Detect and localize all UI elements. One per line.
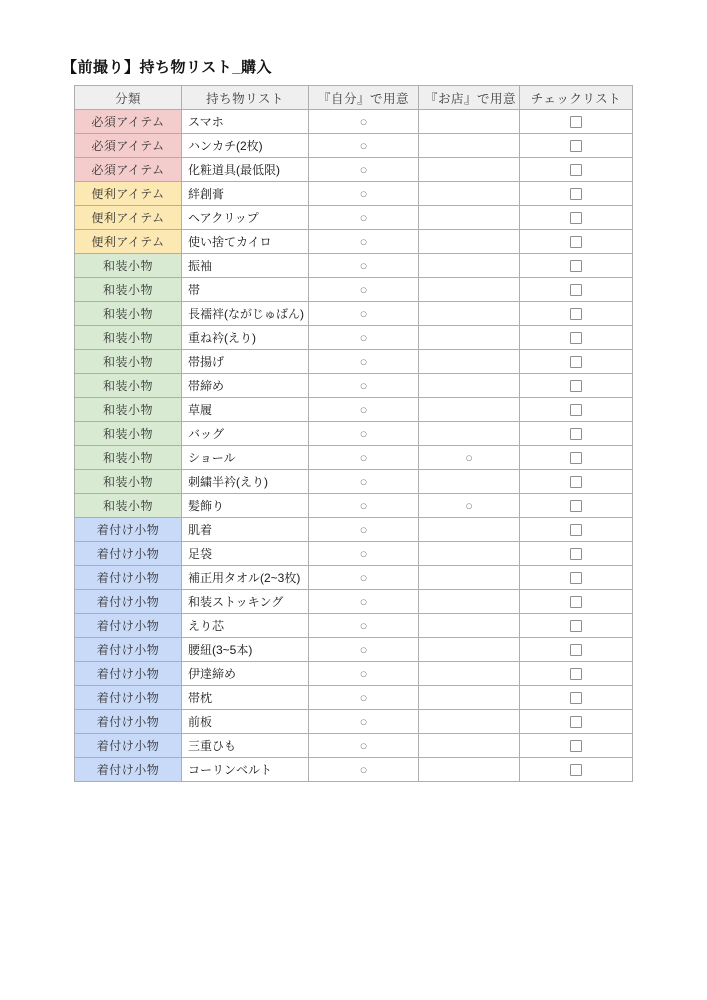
checklist-cell	[520, 638, 633, 662]
header-category: 分類	[75, 86, 182, 110]
table-row	[75, 686, 633, 710]
item-cell: ヘアクリップ	[182, 206, 309, 230]
prepare-shop-mark	[419, 566, 520, 590]
checkbox[interactable]	[570, 188, 582, 200]
checkbox[interactable]	[570, 548, 582, 560]
item-cell: 足袋	[182, 542, 309, 566]
category-cell: 便利アイテム	[75, 230, 182, 254]
prepare-shop-mark: ○	[419, 446, 520, 470]
category-cell: 着付け小物	[75, 758, 182, 782]
category-cell: 和装小物	[75, 374, 182, 398]
category-cell: 和装小物	[75, 302, 182, 326]
checklist-cell	[520, 518, 633, 542]
item-cell: 化粧道具(最低限)	[182, 158, 309, 182]
prepare-shop-mark	[419, 398, 520, 422]
checklist-cell	[520, 158, 633, 182]
table-row	[75, 326, 633, 350]
prepare-self-mark: ○	[309, 422, 419, 446]
item-cell: 帯締め	[182, 374, 309, 398]
prepare-self-mark: ○	[309, 182, 419, 206]
checklist-cell	[520, 134, 633, 158]
item-cell: 使い捨てカイロ	[182, 230, 309, 254]
prepare-self-mark: ○	[309, 254, 419, 278]
checkbox[interactable]	[570, 308, 582, 320]
item-cell: バッグ	[182, 422, 309, 446]
item-cell: 重ね衿(えり)	[182, 326, 309, 350]
table-row	[75, 398, 633, 422]
prepare-shop-mark	[419, 302, 520, 326]
prepare-shop-mark	[419, 278, 520, 302]
item-cell: 長襦袢(ながじゅばん)	[182, 302, 309, 326]
category-cell: 着付け小物	[75, 638, 182, 662]
table-row	[75, 350, 633, 374]
table-header	[75, 86, 633, 110]
category-cell: 着付け小物	[75, 518, 182, 542]
checkbox[interactable]	[570, 140, 582, 152]
prepare-shop-mark	[419, 254, 520, 278]
table-row	[75, 734, 633, 758]
table-row	[75, 518, 633, 542]
checkbox[interactable]	[570, 332, 582, 344]
checklist-cell	[520, 662, 633, 686]
prepare-self-mark: ○	[309, 614, 419, 638]
prepare-shop-mark	[419, 110, 520, 134]
item-cell: 帯	[182, 278, 309, 302]
checklist-cell	[520, 230, 633, 254]
table-row	[75, 638, 633, 662]
checkbox[interactable]	[570, 164, 582, 176]
category-cell: 必須アイテム	[75, 158, 182, 182]
table-row	[75, 182, 633, 206]
checkbox[interactable]	[570, 476, 582, 488]
table-row	[75, 446, 633, 470]
checklist-cell	[520, 686, 633, 710]
table-row	[75, 206, 633, 230]
prepare-self-mark: ○	[309, 350, 419, 374]
checklist-cell	[520, 614, 633, 638]
table-row	[75, 230, 633, 254]
prepare-shop-mark	[419, 638, 520, 662]
item-cell: 振袖	[182, 254, 309, 278]
checkbox[interactable]	[570, 524, 582, 536]
prepare-shop-mark	[419, 590, 520, 614]
category-cell: 着付け小物	[75, 566, 182, 590]
checkbox[interactable]	[570, 740, 582, 752]
header-prepare-self: 『自分』で用意	[309, 86, 419, 110]
category-cell: 和装小物	[75, 398, 182, 422]
checkbox[interactable]	[570, 692, 582, 704]
prepare-self-mark: ○	[309, 134, 419, 158]
category-cell: 和装小物	[75, 446, 182, 470]
checkbox[interactable]	[570, 212, 582, 224]
checklist-cell	[520, 374, 633, 398]
prepare-self-mark: ○	[309, 542, 419, 566]
prepare-self-mark: ○	[309, 230, 419, 254]
table-row	[75, 374, 633, 398]
item-cell: 和装ストッキング	[182, 590, 309, 614]
checkbox[interactable]	[570, 284, 582, 296]
table-row	[75, 542, 633, 566]
prepare-self-mark: ○	[309, 110, 419, 134]
belongings-table	[74, 85, 633, 782]
table-row	[75, 758, 633, 782]
checklist-cell	[520, 758, 633, 782]
prepare-shop-mark	[419, 518, 520, 542]
checklist-cell	[520, 542, 633, 566]
checklist-cell	[520, 110, 633, 134]
item-cell: 前板	[182, 710, 309, 734]
checklist-cell	[520, 254, 633, 278]
category-cell: 便利アイテム	[75, 206, 182, 230]
item-cell: 刺繍半衿(えり)	[182, 470, 309, 494]
checkbox[interactable]	[570, 572, 582, 584]
category-cell: 着付け小物	[75, 614, 182, 638]
checklist-cell	[520, 206, 633, 230]
prepare-self-mark: ○	[309, 686, 419, 710]
prepare-shop-mark	[419, 758, 520, 782]
item-cell: 肌着	[182, 518, 309, 542]
table-row	[75, 158, 633, 182]
table-row	[75, 134, 633, 158]
item-cell: 帯揚げ	[182, 350, 309, 374]
checklist-cell	[520, 710, 633, 734]
table-row	[75, 422, 633, 446]
checklist-cell	[520, 398, 633, 422]
category-cell: 和装小物	[75, 470, 182, 494]
prepare-shop-mark: ○	[419, 494, 520, 518]
checklist-cell	[520, 470, 633, 494]
category-cell: 必須アイテム	[75, 134, 182, 158]
prepare-self-mark: ○	[309, 758, 419, 782]
checkbox[interactable]	[570, 116, 582, 128]
prepare-self-mark: ○	[309, 734, 419, 758]
checkbox[interactable]	[570, 644, 582, 656]
category-cell: 和装小物	[75, 326, 182, 350]
checklist-cell	[520, 302, 633, 326]
prepare-shop-mark	[419, 182, 520, 206]
page-title: 【前撮り】持ち物リスト_購入	[62, 59, 273, 76]
checklist-cell	[520, 350, 633, 374]
checkbox[interactable]	[570, 260, 582, 272]
item-cell: 髪飾り	[182, 494, 309, 518]
item-cell: ハンカチ(2枚)	[182, 134, 309, 158]
category-cell: 和装小物	[75, 278, 182, 302]
checkbox[interactable]	[570, 356, 582, 368]
header-prepare-shop: 『お店』で用意	[419, 86, 520, 110]
prepare-self-mark: ○	[309, 206, 419, 230]
checklist-cell	[520, 422, 633, 446]
item-cell: 腰紐(3~5本)	[182, 638, 309, 662]
checklist-cell	[520, 278, 633, 302]
checkbox[interactable]	[570, 596, 582, 608]
checklist-cell	[520, 446, 633, 470]
category-cell: 和装小物	[75, 494, 182, 518]
checkbox[interactable]	[570, 500, 582, 512]
checkbox[interactable]	[570, 380, 582, 392]
category-cell: 必須アイテム	[75, 110, 182, 134]
table-body	[75, 110, 633, 782]
item-cell: コーリンベルト	[182, 758, 309, 782]
checkbox[interactable]	[570, 716, 582, 728]
prepare-self-mark: ○	[309, 374, 419, 398]
checklist-cell	[520, 590, 633, 614]
checkbox[interactable]	[570, 620, 582, 632]
item-cell: 絆創膏	[182, 182, 309, 206]
table-row	[75, 254, 633, 278]
header-checklist: チェックリスト	[520, 86, 633, 110]
prepare-shop-mark	[419, 662, 520, 686]
prepare-shop-mark	[419, 542, 520, 566]
checklist-cell	[520, 494, 633, 518]
prepare-self-mark: ○	[309, 662, 419, 686]
prepare-self-mark: ○	[309, 590, 419, 614]
checkbox[interactable]	[570, 404, 582, 416]
prepare-self-mark: ○	[309, 470, 419, 494]
category-cell: 着付け小物	[75, 734, 182, 758]
table-row	[75, 662, 633, 686]
checkbox[interactable]	[570, 764, 582, 776]
category-cell: 和装小物	[75, 254, 182, 278]
prepare-shop-mark	[419, 326, 520, 350]
item-cell: 三重ひも	[182, 734, 309, 758]
item-cell: ショール	[182, 446, 309, 470]
prepare-shop-mark	[419, 470, 520, 494]
prepare-shop-mark	[419, 710, 520, 734]
prepare-self-mark: ○	[309, 326, 419, 350]
checklist-cell	[520, 182, 633, 206]
prepare-shop-mark	[419, 686, 520, 710]
prepare-shop-mark	[419, 422, 520, 446]
checklist-cell	[520, 566, 633, 590]
table-row	[75, 566, 633, 590]
category-cell: 着付け小物	[75, 542, 182, 566]
prepare-shop-mark	[419, 230, 520, 254]
category-cell: 和装小物	[75, 422, 182, 446]
prepare-shop-mark	[419, 206, 520, 230]
category-cell: 着付け小物	[75, 662, 182, 686]
prepare-self-mark: ○	[309, 398, 419, 422]
checkbox[interactable]	[570, 452, 582, 464]
table-row	[75, 278, 633, 302]
table-row	[75, 590, 633, 614]
item-cell: 草履	[182, 398, 309, 422]
prepare-self-mark: ○	[309, 710, 419, 734]
prepare-shop-mark	[419, 350, 520, 374]
table-row	[75, 710, 633, 734]
table-row	[75, 302, 633, 326]
item-cell: 伊達締め	[182, 662, 309, 686]
prepare-self-mark: ○	[309, 446, 419, 470]
prepare-shop-mark	[419, 734, 520, 758]
header-item-list: 持ち物リスト	[182, 86, 309, 110]
checkbox[interactable]	[570, 668, 582, 680]
checkbox[interactable]	[570, 428, 582, 440]
item-cell: えり芯	[182, 614, 309, 638]
table-row	[75, 470, 633, 494]
prepare-shop-mark	[419, 614, 520, 638]
prepare-self-mark: ○	[309, 278, 419, 302]
prepare-self-mark: ○	[309, 158, 419, 182]
table-row	[75, 494, 633, 518]
prepare-shop-mark	[419, 134, 520, 158]
category-cell: 便利アイテム	[75, 182, 182, 206]
checkbox[interactable]	[570, 236, 582, 248]
prepare-shop-mark	[419, 374, 520, 398]
prepare-self-mark: ○	[309, 638, 419, 662]
category-cell: 着付け小物	[75, 686, 182, 710]
item-cell: スマホ	[182, 110, 309, 134]
category-cell: 和装小物	[75, 350, 182, 374]
item-cell: 帯枕	[182, 686, 309, 710]
prepare-self-mark: ○	[309, 566, 419, 590]
table-row	[75, 614, 633, 638]
category-cell: 着付け小物	[75, 710, 182, 734]
category-cell: 着付け小物	[75, 590, 182, 614]
prepare-self-mark: ○	[309, 494, 419, 518]
prepare-self-mark: ○	[309, 302, 419, 326]
item-cell: 補正用タオル(2~3枚)	[182, 566, 309, 590]
checklist-cell	[520, 734, 633, 758]
prepare-self-mark: ○	[309, 518, 419, 542]
checklist-cell	[520, 326, 633, 350]
table-row	[75, 110, 633, 134]
prepare-shop-mark	[419, 158, 520, 182]
